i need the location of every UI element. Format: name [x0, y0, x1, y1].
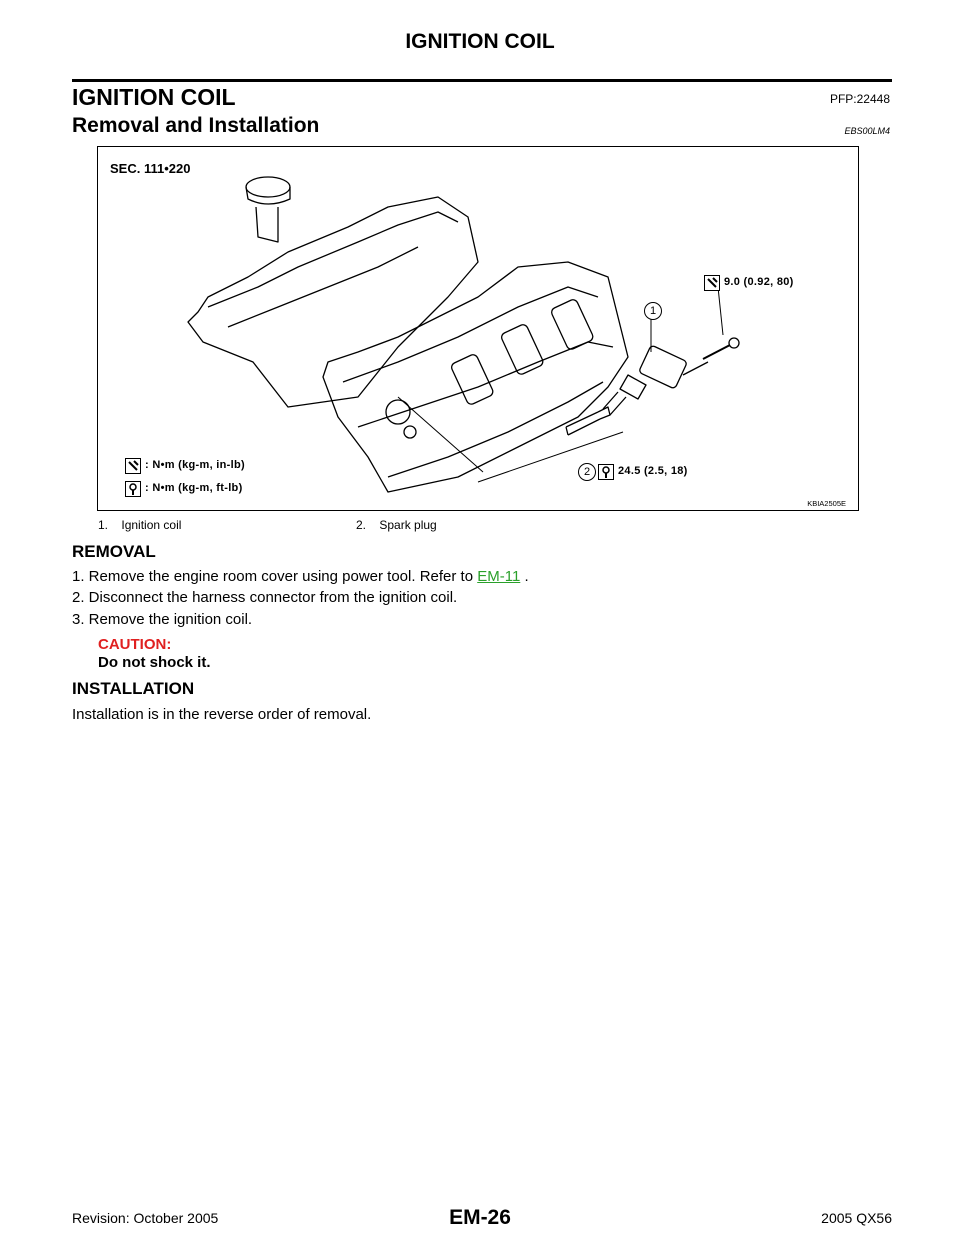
oil-cap	[246, 177, 290, 197]
caution-text: Do not shock it.	[98, 654, 211, 671]
subsection-code: EBS00LM4	[844, 126, 890, 136]
removal-step-2: 2. Disconnect the harness connector from the ignition coil.	[72, 589, 458, 606]
ignition-coil-body	[639, 345, 688, 389]
header-rule	[72, 79, 892, 82]
legend-label: Ignition coil	[121, 518, 182, 532]
coil-slot-2	[500, 323, 544, 376]
legend-label: Spark plug	[379, 518, 437, 532]
exploded-view-figure	[97, 146, 859, 511]
footer-revision: Revision: October 2005	[72, 1210, 219, 1226]
reference-link[interactable]: EM-11	[477, 568, 521, 585]
torque-spec-spark-plug: 24.5 (2.5, 18)	[618, 465, 688, 477]
footer-model: 2005 QX56	[821, 1210, 892, 1226]
front-cover-outline	[323, 262, 628, 492]
coil-slot-3	[550, 298, 594, 351]
footer-page-number: EM-26	[449, 1206, 511, 1229]
figure-code: KBIA2505E	[807, 499, 846, 508]
subsection-title: Removal and Installation	[72, 114, 320, 137]
step-text: 1. Remove the engine room cover using power tool. Refer to	[72, 568, 478, 585]
torque-wrench-ft-lb-icon	[125, 481, 141, 497]
legend-number: 2.	[356, 518, 367, 532]
unit-legend-in-lb: : N•m (kg-m, in-lb)	[145, 459, 245, 471]
engine-drawing	[98, 147, 860, 512]
legend-number: 1.	[98, 518, 109, 532]
coil-slot-1	[450, 353, 494, 406]
installation-text: Installation is in the reverse order of removal.	[72, 706, 372, 723]
callout-2: 2	[578, 463, 596, 481]
torque-wrench-icon	[598, 464, 614, 480]
removal-heading: REMOVAL	[72, 542, 156, 561]
torque-wrench-icon	[704, 275, 720, 291]
caution-label: CAUTION:	[98, 636, 172, 653]
torque-spec-bolt: 9.0 (0.92, 80)	[724, 276, 794, 288]
step-text: .	[520, 568, 529, 585]
unit-legend-ft-lb: : N•m (kg-m, ft-lb)	[145, 482, 243, 494]
installation-heading: INSTALLATION	[72, 679, 195, 698]
legend-item	[98, 518, 181, 532]
callout-1: 1	[644, 302, 662, 320]
legend-item	[356, 518, 437, 532]
bolt-head	[729, 338, 739, 348]
removal-step-3: 3. Remove the ignition coil.	[72, 611, 253, 628]
torque-wrench-in-lb-icon	[125, 458, 141, 474]
removal-step-1	[72, 568, 529, 585]
section-title: IGNITION COIL	[72, 84, 236, 110]
rear-cover-outline	[188, 197, 478, 407]
section-code: PFP:22448	[829, 92, 890, 106]
spark-plug-body	[566, 412, 600, 435]
section-reference: SEC. 111•220	[110, 161, 191, 176]
page-header-title: IGNITION COIL	[405, 30, 555, 53]
